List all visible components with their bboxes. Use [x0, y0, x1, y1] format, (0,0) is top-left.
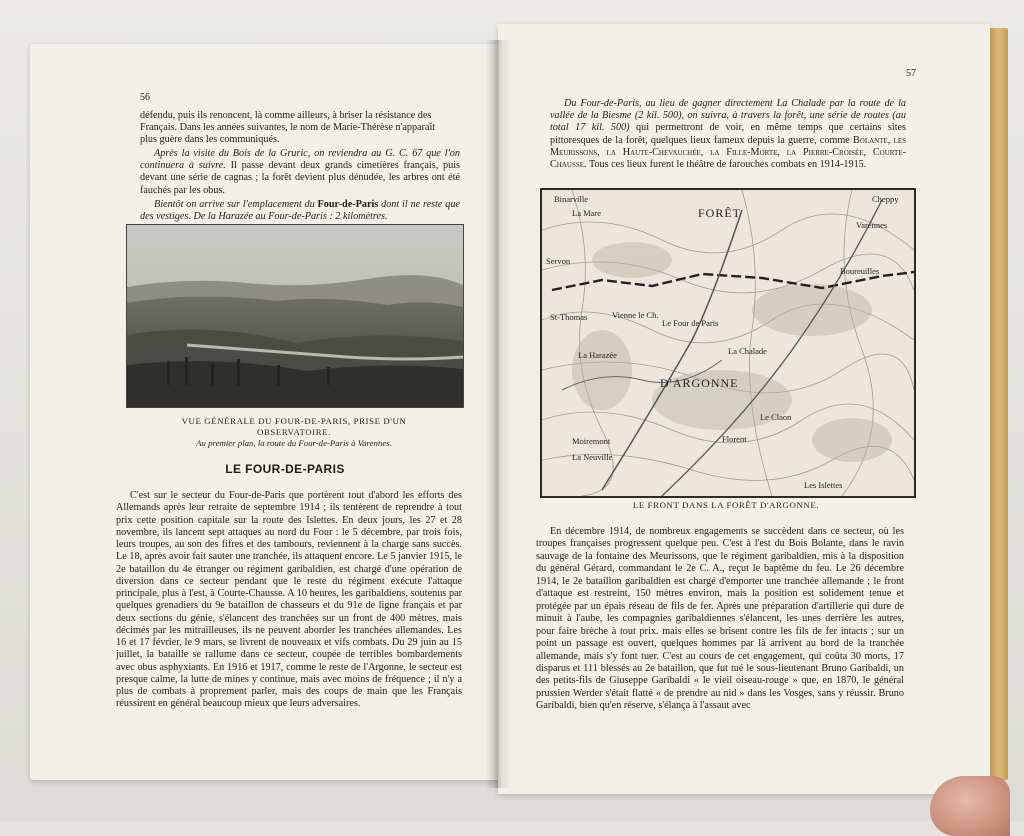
- map-label: La Harazée: [578, 350, 617, 360]
- map-label: Cheppy: [872, 194, 899, 204]
- arrival-italic-1: Bientôt on arrive sur l'emplacement du: [154, 198, 315, 210]
- map-label: Le Four de Paris: [662, 318, 719, 328]
- thumb: [930, 776, 1010, 836]
- right-intro-block: [550, 98, 906, 171]
- map-label: La Neuville: [572, 452, 613, 462]
- right-main-text: [536, 526, 904, 713]
- intro-line: défendu, puis ils renoncent, là comme ailleurs, à briser la résistance des: [140, 110, 432, 121]
- map-label: Servon: [546, 256, 571, 266]
- map-label: Florent: [722, 434, 747, 444]
- map-label: La Mare: [572, 208, 602, 218]
- arrival-italic-2: dont il ne reste que des vestiges. De la Harazée au Four-de-Paris : 2 kilomètres.: [140, 198, 460, 222]
- arrival-bold: Four-de-Paris: [317, 198, 379, 210]
- photo-caption-subtitle: Au premier plan, la route du Four-de-Paris à Varennes.: [196, 438, 392, 448]
- route-intro-italic: Du Four-de-Paris, au lieu de gagner directement La Chalade par la route de la vallée de la Biesme (2 kil. 500), on suivra, à travers la forêt, une série de routes (au total 17 kil. 500): [550, 98, 906, 134]
- left-page-number: 56: [140, 92, 150, 103]
- map-label: FORÊT: [698, 206, 742, 220]
- intro-line: plus guère dans les communiqués.: [140, 134, 280, 146]
- map-label: Vienne le Ch.: [612, 310, 659, 320]
- right-page-number: 57: [906, 68, 916, 79]
- route-intro-places: Bolante, les Meurissons, la Haute-Chevauchée, la Fille-Morte, la Pierre-Croisée, Courte-Chausse.: [550, 134, 906, 171]
- map-caption: LE FRONT DANS LA FORÊT D'ARGONNE.: [632, 500, 820, 510]
- argonne-front-map: [540, 188, 916, 498]
- map-label: Binarville: [554, 194, 588, 204]
- photo-caption-title: VUE GÉNÉRALE DU FOUR-DE-PARIS, PRISE D'UN OBSERVATOIRE.: [181, 416, 407, 437]
- route-note-italic: Après la visite du Bois de la Gruric, on reviendra au G. C. 67 que l'on continuera à suivre.: [140, 148, 460, 172]
- route-intro-rest-2: Tous ces lieux furent le théâtre de farouches combats en 1914-1915.: [588, 159, 867, 171]
- map-relief-image: [542, 190, 914, 496]
- map-label: La Chalade: [728, 346, 767, 356]
- map-label: Boureuilles: [840, 266, 880, 276]
- arrival-note: [140, 199, 460, 223]
- left-main-text: [116, 490, 462, 711]
- map-label: Les Islettes: [804, 480, 843, 490]
- section-title: LE FOUR-DE-PARIS: [225, 462, 345, 476]
- map-label: Moiremont: [572, 436, 611, 446]
- map-label: Varennes: [856, 220, 888, 230]
- route-note: [140, 148, 460, 196]
- map-label: D'ARGONNE: [660, 376, 739, 390]
- four-de-paris-photo: [126, 224, 464, 408]
- map-label: St-Thomas: [550, 312, 588, 322]
- booklet-cover-edge: [988, 28, 1008, 780]
- left-intro-block: [140, 110, 460, 223]
- route-intro: [550, 98, 906, 171]
- book-gutter: [486, 40, 512, 788]
- map-label: Le Claon: [760, 412, 792, 422]
- route-note-rest: Il passe devant deux grands cimetières français, puis devant une série de cagnas ; la forêt devient plus dénudée, les arbres ont été fauchés par les obus.: [140, 160, 460, 196]
- intro-line: Français. Dans les années suivantes, le nom de Marie-Thérèse n'apparaît: [140, 122, 436, 134]
- photo-caption: [146, 416, 442, 449]
- landscape-photo-image: [127, 225, 463, 407]
- garibaldi-paragraph: En décembre 1914, de nombreux engagements se succèdent dans ce secteur, où les troupes françaises progressent quelque peu. C'est à l'est du Bois Bolante, dans le ravin sauvage de la fontaine des Meurissons, que le régiment garibaldien, mis à la disposition du général Gérard, commandant le 2e C. A., reçut le baptême du feu. Le 26 décembre 1914, le 2e bataillon garibaldien est chargé d'emporter une tranchée allemande ; le front d'attaque est restreint, 150 mètres environ, mais la position est solidement tenue et protégée par un épais réseau de fils de fer. Après une préparation d'artillerie qui dure de minuit à l'aube, les compagnies garibaldiennes s'élancent, les unes derrière les autres, pour faire brèche à tout prix. mais elles se brisent contre les fils de fer intacts ; sur un point un passage est ouvert, quelques hommes par là arrivent au bord de la tranchée allemande, mais s'y font tuer. C'est au cours de cet engagement, qui coûta 30 morts, 17 disparus et 111 blessés au 2e bataillon, que fut tué le sous-lieutenant Bruno Garibaldi, un des petits-fils de Giuseppe Garibaldi « le vieil oiseau-rouge » que, en 1870, le général prussien Werder s'était flatté « de prendre au nid » dans les Vosges, sans y réussir. Bruno Garibaldi, bien qu'en réserve, s'élança à l'assaut avec: [536, 526, 904, 712]
- four-de-paris-paragraph: C'est sur le secteur du Four-de-Paris que portèrent tout d'abord les efforts des Allemands après leur retraite de septembre 1914 ; ils tentèrent de reprendre à tout prix cette position capitale sur la route des Islettes. En deux jours, les 27 et 28 novembre, ils lancent sept attaques au nord du Four : le 5 décembre, par trois fois, leurs troupes, au son des fifres et des tambours, reviennent à la charge sans succès. Le 18, après avoir fait sauter une tranchée, ils attaquent encore. Le 5 janvier 1915, le 2e bataillon du 4e étranger ou régiment garibaldien, est chargé d'une opération de diversion dans ce secteur pendant que le reste du régiment exécute l'attaque principale, plus à l'est, à Courte-Chausse. A 10 heures, les garibaldiens, soutenus par quelques grenadiers du 9e bataillon de chasseurs et du 91e de ligne français et par deux sections du génie, s'élancent des tranchées sur un front de 400 mètres, mais décimés par les mitrailleuses, ils ne peuvent aborder les tranchées allemandes. Les 16 et 17 février, le 9 mars, se livrent de nouveaux et vifs combats. Du 29 juin au 15 juillet, la bataille se rallume dans ce secteur, coupée de terribles bombardements avec obus asphyxiants. En 1916 et 1917, comme le reste de l'Argonne, le secteur est presque calme, la lutte de mines y continue, mais avec moins de fréquence ; il n'y a plus de combats à proprement parler, mais des coups de main que les Français réussirent en général beaucoup mieux que leurs adversaires.: [116, 490, 462, 710]
- route-intro-rest-1: qui permettront de voir, en même temps que certains sites pittoresques de la forêt, quelques lieux fameux depuis la guerre, comme: [550, 122, 907, 146]
